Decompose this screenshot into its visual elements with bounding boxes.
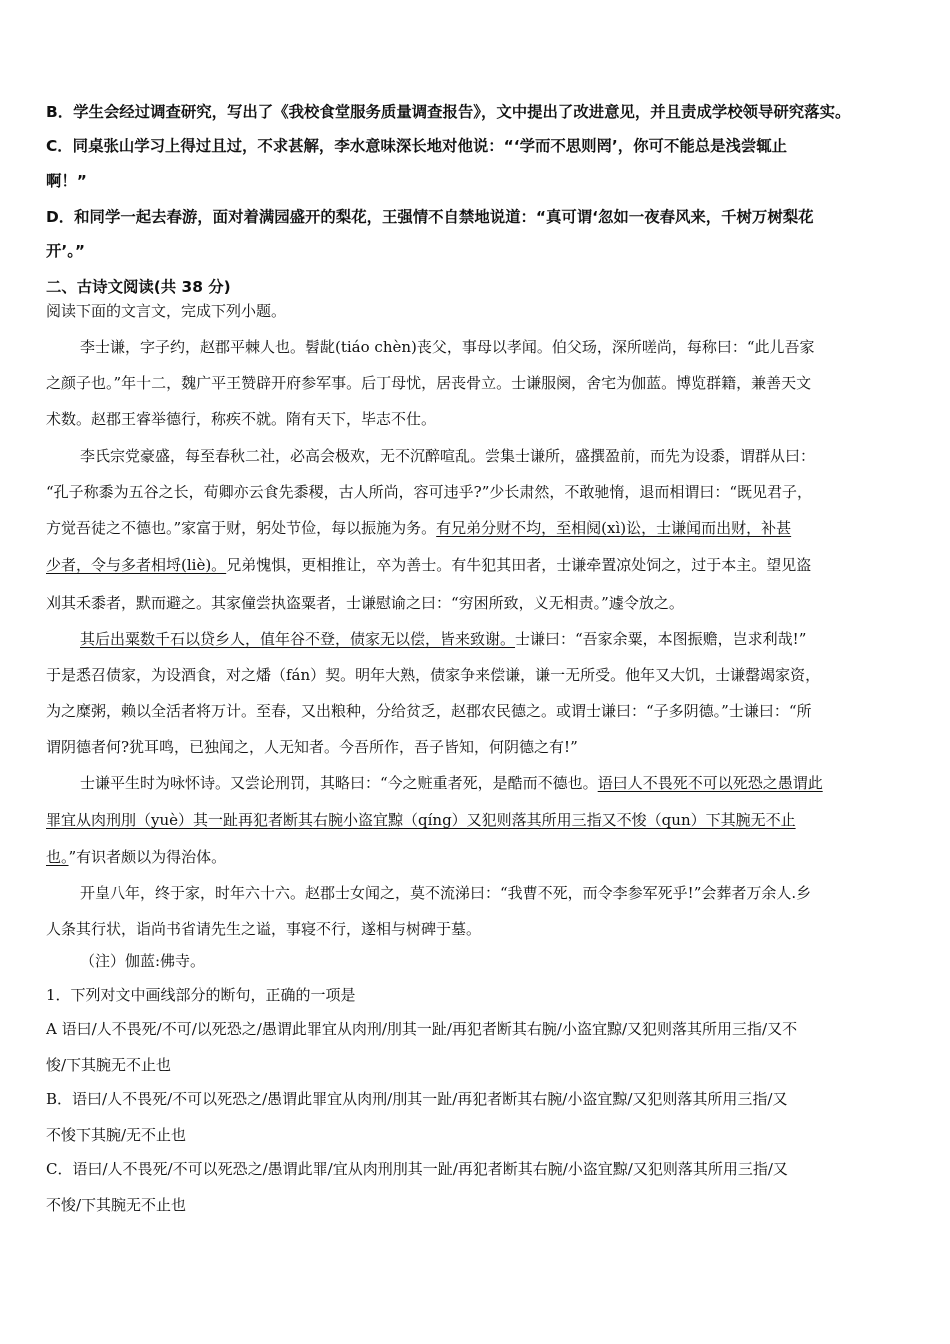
passage-p3-line4: 谓阴德者何?犹耳鸣，已独闻之，人无知者。今吾所作，吾子皆知，何阴德之有!” bbox=[46, 738, 578, 756]
question-option-c-line1: C．语曰/人不畏死/不可以死恐之/愚谓此罪/宜从肉刑刖其一趾/再犯者断其右腕/小盗宜黥/又犯则落其所用三指/又 bbox=[46, 1160, 788, 1178]
passage-p4-line1-text: 士谦平生时为咏怀诗。又尝论刑罚，其略曰：“今之赃重者死，是酷而不德也。 bbox=[80, 774, 598, 792]
question-option-c-line2: 不悛/下其腕无不止也 bbox=[46, 1196, 187, 1214]
passage-note: （注）伽蓝:佛寺。 bbox=[80, 952, 206, 970]
question-option-a-line2: 悛/下其腕无不止也 bbox=[46, 1056, 172, 1074]
option-d-prev-line2: 开’。” bbox=[46, 242, 86, 260]
passage-p4-line3-text: ”有识者颇以为得治体。 bbox=[68, 848, 227, 866]
passage-p2-line1: 李氏宗党豪盛，每至春秋二社，必高会极欢，无不沉醉喧乱。尝集士谦所，盛撰盈前，而先为设黍，谓群从曰： bbox=[80, 447, 816, 465]
passage-p1-line1: 李士谦，字子约，赵郡平棘人也。髫龀(tiáo chèn)丧父，事母以孝闻。伯父玚，深所嗟尚，每称曰：“此儿吾家 bbox=[80, 338, 815, 356]
passage-p2-line2: “孔子称黍为五谷之长，荀卿亦云食先黍稷，古人所尚，容可违乎?”少长肃然，不敢驰惰，退而相谓曰：“既见君子， bbox=[46, 483, 813, 501]
question-stem: 1．下列对文中画线部分的断句，正确的一项是 bbox=[46, 986, 356, 1004]
underlined-segment-3b: 罪宜从肉刑刖（yuè）其一趾再犯者断其右腕小盗宜黥（qíng）又犯则落其所用三指又不悛（qun）下其腕无不止 bbox=[46, 811, 796, 829]
passage-p2-line3-text: 方觉吾徒之不德也。”家富于财，躬处节俭，每以振施为务。 bbox=[46, 519, 437, 537]
underlined-segment-1a: 有兄弟分财不均，至相阋(xì)讼，士谦闻而出财，补甚 bbox=[436, 519, 792, 537]
question-option-b-line2: 不悛下其腕/无不止也 bbox=[46, 1126, 187, 1144]
option-c-prev-line2: 啊！” bbox=[46, 172, 87, 190]
passage-p3-line3: 为之糜粥，赖以全活者将万计。至春，又出粮种，分给贫乏，赵郡农民德之。或谓士谦曰：“子多阴德。”士谦曰：“所 bbox=[46, 702, 812, 720]
underlined-segment-3c: 也。 bbox=[46, 848, 69, 866]
passage-p2-line4 bbox=[46, 554, 811, 576]
question-option-b-line1: B．语曰/人不畏死/不可以死恐之/愚谓此罪宜从肉刑/刖其一趾/再犯者断其右腕/小盗宜黥/又犯则落其所用三指/又 bbox=[46, 1090, 788, 1108]
passage-p4-line1 bbox=[80, 772, 823, 794]
passage-p2-line5: 刈其禾黍者，默而避之。其家僮尝执盗粟者，士谦慰谕之曰：“穷困所致，义无相责。”遽令放之。 bbox=[46, 594, 684, 612]
underlined-segment-1b: 少者，令与多者相埒(liè)。 bbox=[46, 556, 227, 574]
passage-p1-line3: 术数。赵郡王睿举德行，称疾不就。隋有天下，毕志不仕。 bbox=[46, 410, 437, 428]
passage-p5-line2: 人条其行状，诣尚书省请先生之谥，事寝不行，遂相与树碑于墓。 bbox=[46, 920, 482, 938]
passage-p3-line1 bbox=[80, 628, 806, 650]
option-c-prev-line1: C．同桌张山学习上得过且过，不求甚解，李水意味深长地对他说：“‘学而不思则罔’，你可不能总是浅尝辄止 bbox=[46, 137, 788, 155]
passage-p4-line2 bbox=[46, 809, 796, 831]
passage-p3-line1-text: 士谦曰：“吾家余粟，本图振赡，岂求利哉!” bbox=[515, 630, 807, 648]
underlined-segment-3a: 语曰人不畏死不可以死恐之愚谓此 bbox=[597, 774, 823, 792]
passage-p3-line2: 于是悉召债家，为设酒食，对之燔（fán）契。明年大熟，债家争来偿谦，谦一无所受。他年又大饥，士谦罄竭家资， bbox=[46, 666, 821, 684]
passage-p4-line3 bbox=[46, 846, 226, 868]
section-title: 二、古诗文阅读(共 38 分) bbox=[46, 278, 231, 296]
passage-p5-line1: 开皇八年，终于家，时年六十六。赵郡士女闻之，莫不流涕曰：“我曹不死，而令李参军死乎!”会葬者万余人.乡 bbox=[80, 884, 812, 902]
option-b-prev: B．学生会经过调查研究，写出了《我校食堂服务质量调查报告》，文中提出了改进意见，并且责成学校领导研究落实。 bbox=[46, 103, 851, 121]
section-instruction: 阅读下面的文言文，完成下列小题。 bbox=[46, 302, 287, 320]
option-d-prev-line1: D．和同学一起去春游，面对着满园盛开的梨花，王强情不自禁地说道：“真可谓‘忽如一夜春风来，千树万树梨花 bbox=[46, 208, 814, 226]
question-option-a-line1: A 语曰/人不畏死/不可/以死恐之/愚谓此罪宜从肉刑/刖其一趾/再犯者断其右腕/小盗宜黥/又犯则落其所用三指/又不 bbox=[46, 1020, 798, 1038]
underlined-segment-2: 其后出粟数千石以贷乡人，值年谷不登，债家无以偿，皆来致谢。 bbox=[80, 630, 516, 648]
passage-p2-line3 bbox=[46, 517, 791, 539]
passage-p1-line2: 之颜子也。”年十二，魏广平王赞辟开府参军事。后丁母忧，居丧骨立。士谦服阕，舍宅为伽蓝。博览群籍，兼善天文 bbox=[46, 374, 812, 392]
passage-p2-line4-text: 兄弟愧惧，更相推让，卒为善士。有牛犯其田者，士谦牵置凉处饲之，过于本主。望见盗 bbox=[226, 556, 812, 574]
